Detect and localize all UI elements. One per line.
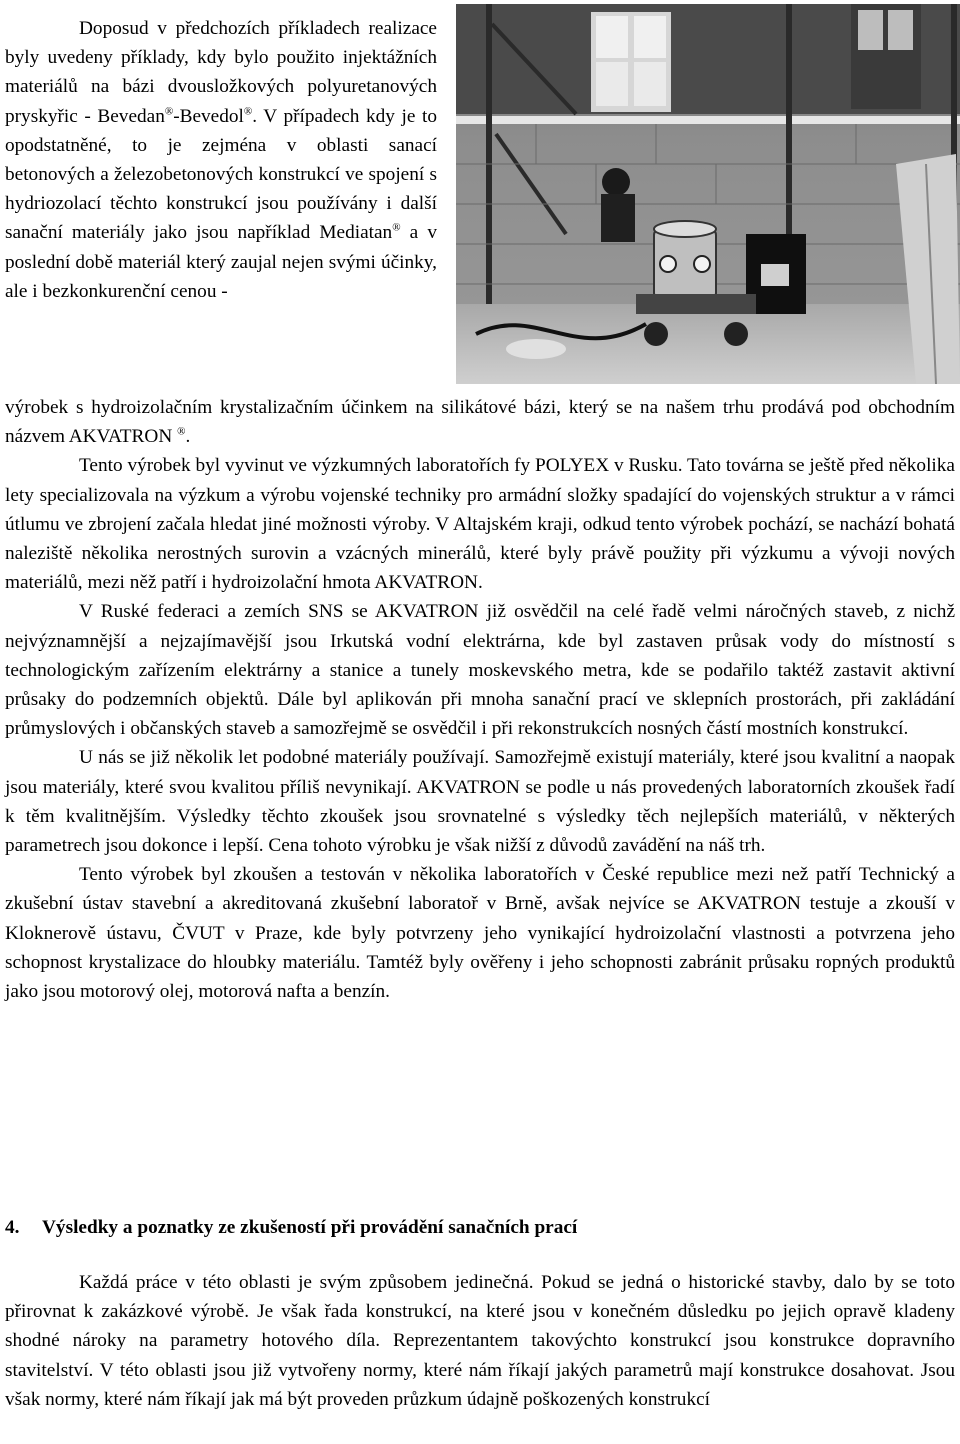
- final-text: [5, 1268, 955, 1414]
- continuation-text: výrobek s hydroizolačním krystalizačním účinkem na silikátové bázi, který se na našem trhu prodává pod obchodním názvem AKVATRON: [5, 397, 955, 448]
- construction-photo: [456, 4, 960, 384]
- section-title: Výsledky a poznatky ze zkušeností při provádění sanačních prací: [42, 1217, 578, 1238]
- intro-text-column: [5, 14, 437, 306]
- registered-mark: ®: [164, 105, 174, 118]
- paragraph-testing: Tento výrobek byl zkoušen a testován v několika laboratořích v České republice mezi než patří Technický a zkušební ústav stavební a akreditovaná zkušební laboratoř v Brně, avšak nejvíce se AKVATRON testuje a zkouší v Kloknerově ústavu, ČVUT v Praze, kde byly potvrzeny jeho vynikající hydroizolační vlastnosti a potvrzena jeho schopnost krystalizace do hloubky materiálu. Tamtéž byly ověřeny i jeho schopnosti zabránit průsaku ropných produktů jako jsou motorový olej, motorová nafta a benzín.: [5, 864, 955, 1003]
- intro-text-part-1: Doposud v předchozích příkladech realizace byly uvedeny příklady, kdy bylo použito injektážních materiálů na bázi dvousložkových polyuretanových pryskyřic - Bevedan: [5, 18, 437, 127]
- intro-paragraph: [5, 14, 437, 306]
- registered-mark: ®: [177, 425, 186, 438]
- registered-mark: ®: [243, 105, 253, 118]
- continuation-end: .: [185, 426, 191, 448]
- paragraph-russia: V Ruské federaci a zemích SNS se AKVATRON již osvědčil na celé řadě velmi náročných staveb, z nichž nejvýznamnější a nejzajímavější jsou Irkutská vodní elektrárna, kde byl zastaven průsak vody do místností s technologickým zařízením elektrárny a stanice a tunely moskevského metra, kde se podařilo taktéž zastavit aktivní průsaky do podzemních objektů. Dále byl aplikován při mnoha sanační prací ve sklepních prostorách, při zakládání průmyslových i občanských staveb a samozřejmě se osvědčil i při rekonstrukcích nosných částí mostních konstrukcí.: [5, 601, 955, 740]
- paragraph-polyex: Tento výrobek byl vyvinut ve výzkumných laboratořích fy POLYEX v Rusku. Tato továrna se ještě před několika lety specializovala na výzkum a výrobu vojenské techniky pro armádní složky spadající do vojenských struktur a v rámci útlumu ve zbrojení začala hledat jiné možnosti výroby. V Altajském kraji, odkud tento výrobek pochází, se nachází bohatá naleziště několika nerostných surovin a vzácných minerálů, které byly právě použity při výzkumu a vývoji nových materiálů, mezi něž patří i hydroizolační hmota AKVATRON.: [5, 455, 955, 594]
- section-heading: [5, 1213, 955, 1242]
- intro-text-part-4: a v poslední době materiál který zaujal nejen svými účinky, ale i bezkonkurenční cenou -: [5, 222, 438, 302]
- paragraph-czech-market: U nás se již několik let podobné materiály používají. Samozřejmě existují materiály, které jsou kvalitní a naopak jsou materiály, které svou kvalitou příliš nevynikají. AKVATRON se podle u nás provedených laboratorních zkoušek řadí k těm kvalitnějším. Výsledky těchto zkoušek jsou srovnatelné s výsledky těch nejlepších materiálů, v některých parametrech jsou dokonce i lepší. Cena tohoto výrobku je však nižší z důvodů zavádění na náš trh.: [5, 747, 955, 857]
- body-text: [5, 393, 955, 1006]
- registered-mark: ®: [392, 222, 401, 234]
- construction-site-photo-icon: [456, 4, 960, 384]
- section-number: 4.: [5, 1217, 20, 1238]
- final-paragraph: Každá práce v této oblasti je svým způsobem jedinečná. Pokud se jedná o historické stavby, dalo by se toto přirovnat k zakázkové výrobě. Je však řada konstrukcí, na které jsou v konečném důsledku po jejich opravě kladeny shodné nároky na parametry hotového díla. Reprezentantem takovýchto konstrukcí jsou konstrukce dopravního stavitelství. V této oblasti jsou již vytvořeny normy, které nám říkají jakých parametrů mají konstrukce dosahovat. Jsou však normy, které nám říkají jak má být proveden průzkum údajně poškozených konstrukcí: [5, 1272, 955, 1410]
- intro-text-part-3: . V případech kdy je to opodstatněné, to je zejména v oblasti sanací betonových a železobetonových konstrukcí ve spojení s hydriozolací těchto konstrukcí jsou používány i další sanační materiály jako jsou například Mediatan: [5, 105, 437, 244]
- intro-text-part-2: -Bevedol: [173, 105, 244, 127]
- continuation-paragraph: [5, 393, 955, 451]
